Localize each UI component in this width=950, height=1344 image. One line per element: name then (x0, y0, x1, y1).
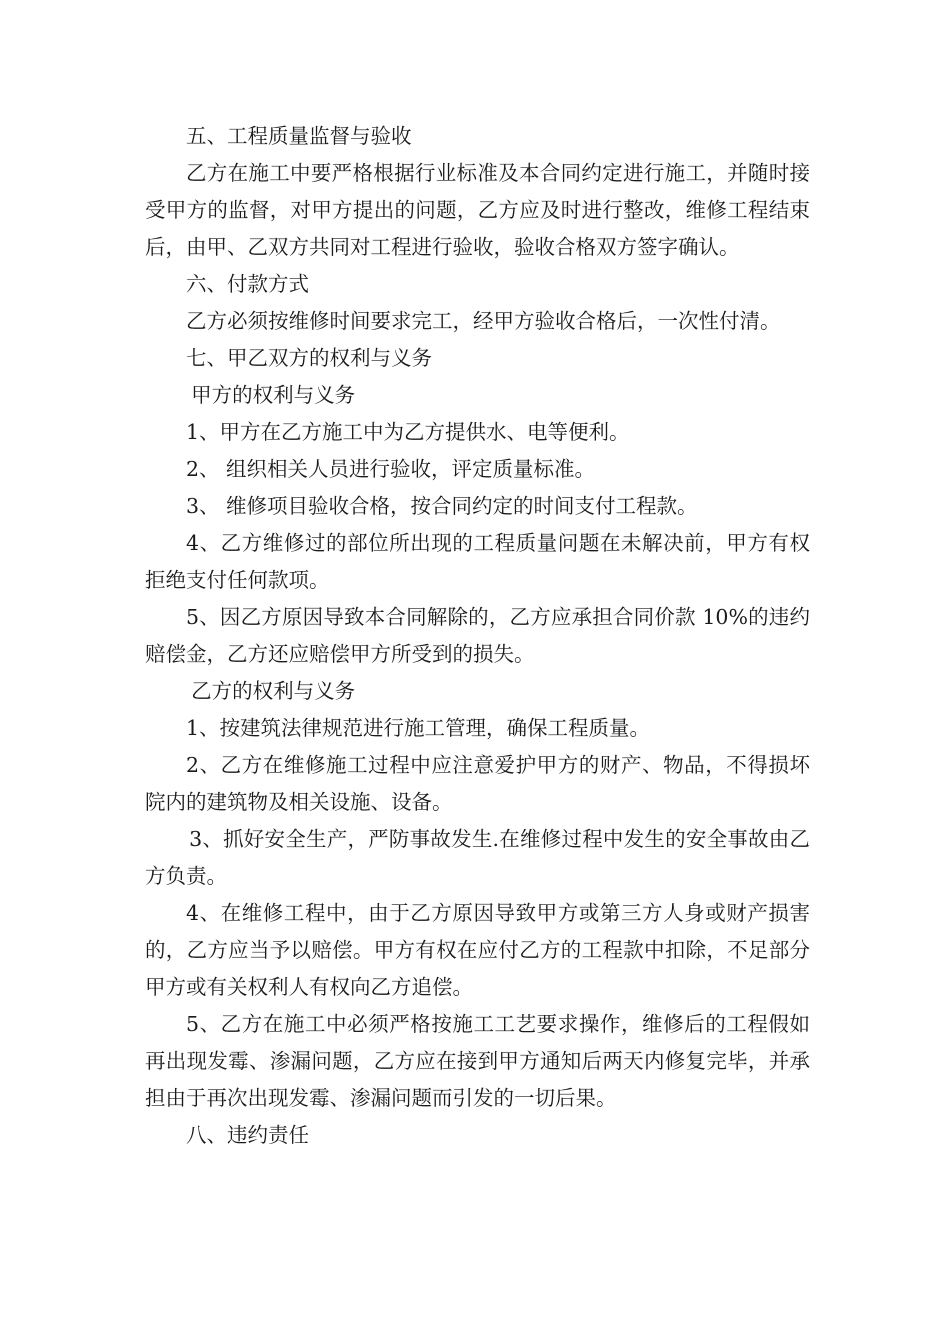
subheading-party-a: 甲方的权利与义务 (191, 383, 356, 407)
party-b-item-3: 3、抓好安全生产，严防事故发生.在维修过程中发生的安全事故由乙方负责。 (145, 827, 810, 888)
subheading-party-b: 乙方的权利与义务 (191, 679, 356, 703)
party-a-item-4: 4、乙方维修过的部位所出现的工程质量问题在未解决前，甲方有权拒绝支付任何款项。 (145, 531, 810, 592)
section-heading-quality-supervision: 五、工程质量监督与验收 (186, 124, 412, 148)
party-b-item-4: 4、在维修工程中，由于乙方原因导致甲方或第三方人身或财产损害的，乙方应当予以赔偿。甲方有权在应付乙方的工程款中扣除，不足部分甲方或有关权利人有权向乙方追偿。 (145, 901, 810, 999)
party-a-item-2: 2、 组织相关人员进行验收，评定质量标准。 (186, 457, 596, 481)
party-a-item-1: 1、甲方在乙方施工中为乙方提供水、电等便利。 (186, 420, 630, 444)
party-b-item-2: 2、乙方在维修施工过程中应注意爱护甲方的财产、物品，不得损坏院内的建筑物及相关设施、设备。 (145, 753, 810, 814)
document-body (145, 118, 810, 1154)
party-b-item-5: 5、乙方在施工中必须严格按施工工艺要求操作，维修后的工程假如再出现发霉、渗漏问题，乙方应在接到甲方通知后两天内修复完毕，并承担由于再次出现发霉、渗漏问题而引发的一切后果。 (145, 1012, 810, 1110)
section-heading-rights-obligations: 七、甲乙双方的权利与义务 (186, 346, 432, 370)
paragraph-quality-supervision: 乙方在施工中要严格根据行业标准及本合同约定进行施工，并随时接受甲方的监督，对甲方提出的问题，乙方应及时进行整改，维修工程结束后，由甲、乙双方共同对工程进行验收，验收合格双方签字确认。 (145, 161, 810, 259)
section-heading-payment-method: 六、付款方式 (186, 272, 309, 296)
party-a-item-3: 3、 维修项目验收合格，按合同约定的时间支付工程款。 (186, 494, 698, 518)
party-a-item-5: 5、因乙方原因导致本合同解除的，乙方应承担合同价款 10%的违约赔偿金，乙方还应赔偿甲方所受到的损失。 (145, 605, 810, 666)
party-b-item-1: 1、按建筑法律规范进行施工管理，确保工程质量。 (186, 716, 651, 740)
section-heading-breach-liability: 八、违约责任 (186, 1123, 309, 1147)
paragraph-payment-method: 乙方必须按维修时间要求完工，经甲方验收合格后，一次性付清。 (186, 309, 781, 333)
